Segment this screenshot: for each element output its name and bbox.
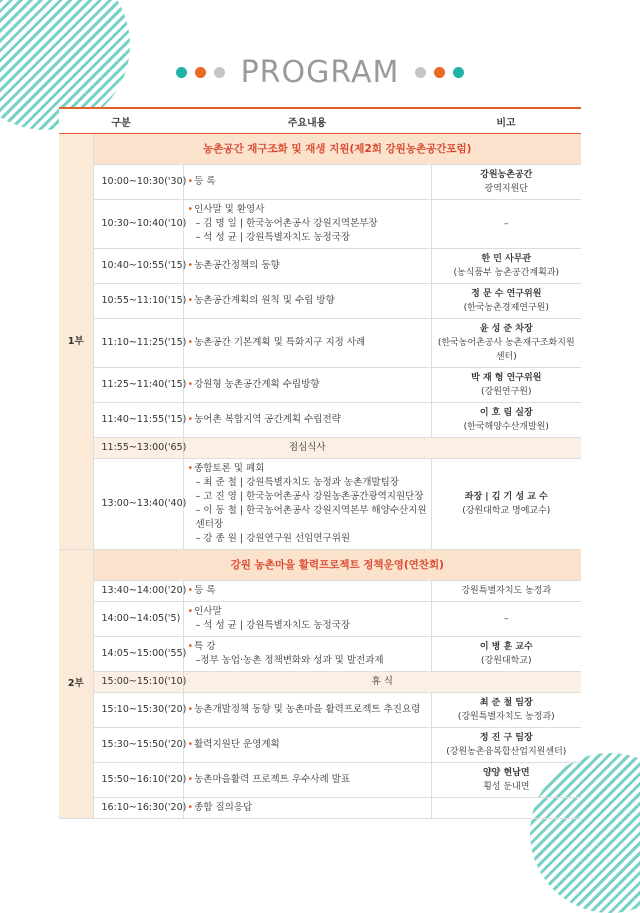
time-cell: 11:40~11:55('15) — [93, 403, 183, 438]
content-sub-line — [188, 532, 427, 546]
note-line: (농식품부 농촌공간계획과) — [453, 268, 560, 278]
lunch-row — [59, 438, 581, 459]
teal-dot-icon — [176, 67, 187, 78]
note-cell — [431, 763, 581, 798]
section-title: 농촌공간 재구조화 및 재생 지원(제2회 강원농촌공간포럼) — [93, 134, 581, 165]
table-row — [59, 165, 581, 200]
time-cell: 10:40~10:55('15) — [93, 249, 183, 284]
content-sub-line — [188, 476, 427, 490]
content-text: 인사말 — [194, 606, 222, 617]
note-cell — [431, 798, 581, 819]
content-line — [188, 584, 427, 598]
content-line — [188, 336, 427, 350]
content-cell — [183, 637, 431, 672]
content-text: 농촌개발정책 동향 및 농촌마을 활력프로젝트 추진요령 — [194, 704, 421, 715]
note-line: 정 문 수 연구위원 — [471, 289, 542, 299]
content-text: 종합토론 및 폐회 — [194, 463, 265, 474]
content-cell — [183, 728, 431, 763]
content-text: – 석 성 균 | 강원특별자치도 농정국장 — [195, 232, 351, 243]
note-cell — [431, 319, 581, 368]
bullet-icon: • — [187, 204, 194, 215]
note-line: 박 재 형 연구위원 — [471, 373, 542, 383]
program-header — [0, 52, 640, 92]
note-line: (강원특별자치도 농정과) — [457, 712, 555, 722]
empty-note-cell — [431, 438, 581, 459]
content-text: 특 강 — [194, 641, 216, 652]
bullet-icon: • — [187, 606, 194, 617]
note-cell — [431, 693, 581, 728]
content-cell — [183, 200, 431, 249]
content-text: 강원형 농촌공간계획 수립방향 — [194, 379, 320, 390]
bullet-icon: • — [187, 641, 194, 652]
note-cell — [431, 249, 581, 284]
content-text: 종합 질의응답 — [194, 802, 253, 813]
note-cell — [431, 459, 581, 550]
content-text: – 최 준 철 | 강원특별자치도 농정과 농촌개발팀장 — [195, 477, 399, 488]
gray-dot-icon — [214, 67, 225, 78]
content-line — [188, 378, 427, 392]
teal-dot-icon — [453, 67, 464, 78]
note-line: 광역지원단 — [484, 184, 528, 194]
content-text: – 이 동 철 | 한국농어촌공사 강원지역본부 해양수산지원센터장 — [195, 505, 427, 530]
bullet-icon: • — [187, 295, 194, 306]
content-line — [188, 203, 427, 217]
table-row — [59, 581, 581, 602]
bullet-icon: • — [187, 585, 194, 596]
table-row — [59, 602, 581, 637]
content-line — [188, 413, 427, 427]
bullet-icon: • — [187, 802, 194, 813]
content-line — [188, 294, 427, 308]
content-text: 인사말 및 환영사 — [194, 204, 265, 215]
content-text: 등 록 — [194, 585, 216, 596]
note-cell — [431, 728, 581, 763]
note-line: (한국농어촌공사 농촌재구조화지원센터) — [437, 338, 575, 362]
time-cell: 15:00~15:10('10) — [93, 672, 183, 693]
column-header-note: 비고 — [431, 108, 581, 134]
table-row — [59, 693, 581, 728]
time-cell: 13:00~13:40('40) — [93, 459, 183, 550]
content-cell — [183, 165, 431, 200]
note-line: (강원연구원) — [481, 387, 532, 397]
time-cell: 11:25~11:40('15) — [93, 368, 183, 403]
note-line: – — [504, 614, 509, 624]
content-text: 농촌공간계획의 원칙 및 수립 방향 — [194, 295, 335, 306]
note-line: 횡성 둔내면 — [483, 782, 530, 792]
note-line: 강원농촌공간 — [480, 170, 533, 180]
note-line: (강원대학교) — [481, 656, 532, 666]
time-cell: 16:10~16:30('20) — [93, 798, 183, 819]
content-line — [188, 738, 427, 752]
time-cell: 10:55~11:10('15) — [93, 284, 183, 319]
table-row — [59, 249, 581, 284]
time-cell: 14:05~15:00('55) — [93, 637, 183, 672]
content-line — [188, 259, 427, 273]
content-line — [188, 462, 427, 476]
content-text: 농촌공간정책의 동향 — [194, 260, 280, 271]
note-line: 강원특별자치도 농정과 — [461, 586, 552, 596]
time-cell: 15:10~15:30('20) — [93, 693, 183, 728]
note-line: (한국농촌경제연구원) — [463, 303, 549, 313]
time-cell: 11:55~13:00('65) — [93, 438, 183, 459]
note-cell — [431, 602, 581, 637]
time-cell: 10:00~10:30('30) — [93, 165, 183, 200]
note-cell — [431, 368, 581, 403]
note-cell — [431, 200, 581, 249]
bullet-icon: • — [187, 260, 194, 271]
content-text: 농촌공간 기본계획 및 특화지구 지정 사례 — [194, 337, 366, 348]
time-cell: 14:00~14:05('5) — [93, 602, 183, 637]
content-cell — [183, 319, 431, 368]
content-text: 활력지원단 운영계획 — [194, 739, 280, 750]
content-cell — [183, 403, 431, 438]
content-text: – 고 진 영 | 한국농어촌공사 강원농촌공간광역지원단장 — [195, 491, 424, 502]
section-row — [59, 134, 581, 165]
note-line: (한국해양수산개발원) — [463, 422, 549, 432]
note-line: 양양 현남면 — [482, 768, 530, 778]
note-cell — [431, 284, 581, 319]
content-sub-line — [188, 490, 427, 504]
column-header-content: 주요내용 — [183, 108, 431, 134]
break-row-label: 휴 식 — [183, 672, 581, 693]
orange-dot-icon — [195, 67, 206, 78]
content-text: – 강 종 원 | 강원연구원 선임연구위원 — [195, 533, 351, 544]
table-row — [59, 459, 581, 550]
bullet-icon: • — [187, 774, 194, 785]
table-row — [59, 200, 581, 249]
table-row — [59, 728, 581, 763]
note-line: – — [504, 219, 509, 229]
break-row — [59, 672, 581, 693]
column-header-part: 구분 — [59, 108, 183, 134]
note-cell — [431, 637, 581, 672]
content-text: – 김 명 일 | 한국농어촌공사 강원지역본부장 — [195, 218, 378, 229]
table-header-row — [59, 108, 581, 134]
bullet-icon: • — [187, 176, 194, 187]
content-sub-line — [188, 619, 427, 633]
content-cell — [183, 459, 431, 550]
time-cell: 11:10~11:25('15) — [93, 319, 183, 368]
note-line: 윤 성 준 차장 — [479, 324, 533, 334]
content-text: 농어촌 복합지역 공간계획 수립전략 — [194, 414, 341, 425]
content-cell — [183, 581, 431, 602]
content-text: 농촌마을활력 프로젝트 우수사례 발표 — [194, 774, 351, 785]
table-row — [59, 637, 581, 672]
time-cell: 13:40~14:00('20) — [93, 581, 183, 602]
content-cell — [183, 249, 431, 284]
page-title: PROGRAM — [240, 54, 400, 90]
table-row — [59, 798, 581, 819]
program-table — [59, 107, 581, 819]
part-label: 1부 — [59, 134, 93, 550]
note-line: 이 병 훈 교수 — [479, 642, 533, 652]
bullet-icon: • — [187, 463, 194, 474]
note-line: 좌장 | 김 기 성 교 수 — [464, 492, 548, 502]
content-line — [188, 801, 427, 815]
part-label: 2부 — [59, 550, 93, 819]
content-cell — [183, 798, 431, 819]
table-row — [59, 319, 581, 368]
content-sub-line — [188, 654, 427, 668]
section-title: 강원 농촌마을 활력프로젝트 정책운영(연찬회) — [93, 550, 581, 581]
bullet-icon: • — [187, 337, 194, 348]
note-cell — [431, 581, 581, 602]
content-line — [188, 703, 427, 717]
table-row — [59, 403, 581, 438]
content-line — [188, 175, 427, 189]
note-line: 정 진 구 팀장 — [479, 733, 533, 743]
note-line: (강원대학교 명예교수) — [462, 506, 551, 516]
content-cell — [183, 693, 431, 728]
note-cell — [431, 403, 581, 438]
bullet-icon: • — [187, 739, 194, 750]
content-cell — [183, 602, 431, 637]
note-cell — [431, 165, 581, 200]
section-row — [59, 550, 581, 581]
content-line — [188, 605, 427, 619]
note-line: 최 준 철 팀장 — [479, 698, 533, 708]
bullet-icon: • — [187, 379, 194, 390]
content-text: – 석 성 균 | 강원특별자치도 농정국장 — [195, 620, 351, 631]
note-line: 이 호 림 실장 — [479, 408, 533, 418]
table-row — [59, 763, 581, 798]
lunch-row-label: 점심식사 — [183, 438, 431, 459]
table-row — [59, 284, 581, 319]
content-line — [188, 640, 427, 654]
content-cell — [183, 284, 431, 319]
content-text: –정부 농업·농촌 정책변화와 성과 및 발전과제 — [195, 655, 384, 666]
gray-dot-icon — [415, 67, 426, 78]
content-sub-line — [188, 504, 427, 532]
content-sub-line — [188, 231, 427, 245]
bullet-icon: • — [187, 414, 194, 425]
bullet-icon: • — [187, 704, 194, 715]
note-line: (강원농촌융복합산업지원센터) — [446, 747, 567, 757]
note-line: 한 민 사무관 — [481, 254, 532, 264]
table-row — [59, 368, 581, 403]
content-sub-line — [188, 217, 427, 231]
orange-dot-icon — [434, 67, 445, 78]
time-cell: 15:50~16:10('20) — [93, 763, 183, 798]
content-cell — [183, 368, 431, 403]
content-cell — [183, 763, 431, 798]
time-cell: 10:30~10:40('10) — [93, 200, 183, 249]
content-text: 등 록 — [194, 176, 216, 187]
time-cell: 15:30~15:50('20) — [93, 728, 183, 763]
content-line — [188, 773, 427, 787]
